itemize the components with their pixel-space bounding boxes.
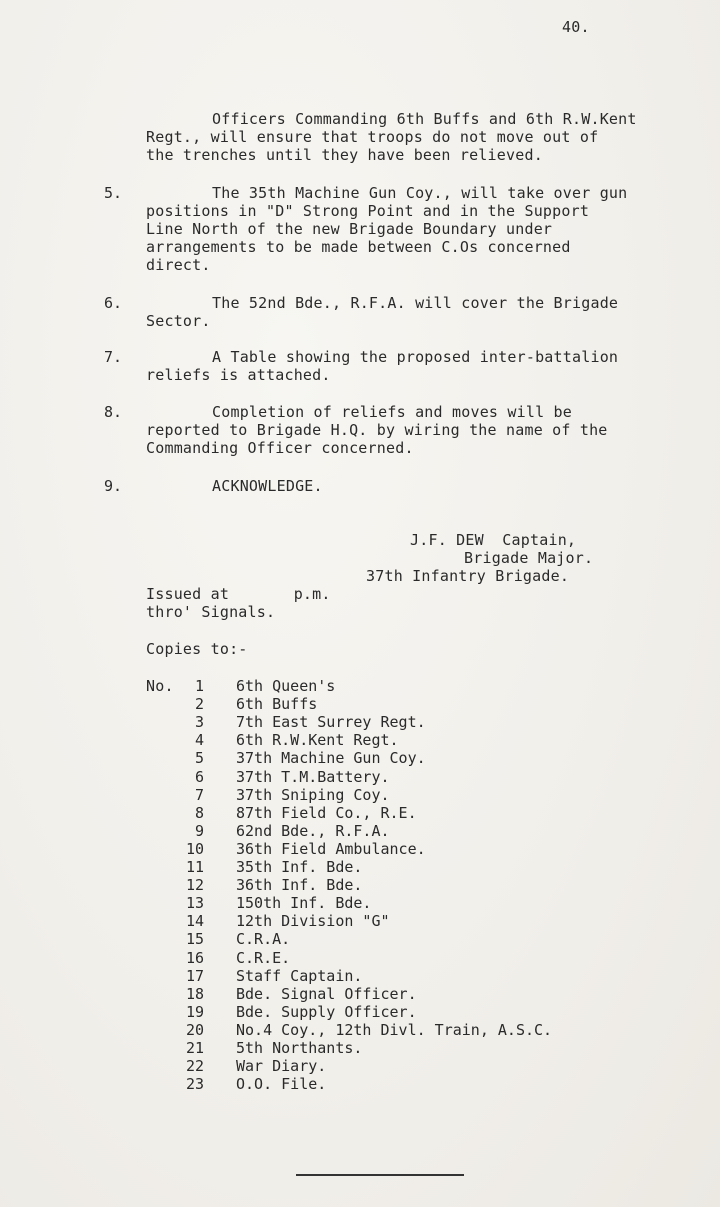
copies-heading: Copies to:- [146, 640, 248, 658]
copies-prefix: No. [146, 677, 174, 695]
copy-number: 2 [194, 695, 204, 713]
copy-recipient: Bde. Signal Officer. [236, 985, 417, 1003]
copy-recipient: C.R.E. [236, 949, 291, 967]
para-cont-line-2: Regt., will ensure that troops do not move out of [146, 128, 599, 146]
closing-rule [296, 1174, 464, 1176]
para-cont-line-3: the trenches until they have been relieved. [146, 146, 543, 164]
copy-number: 7 [194, 786, 204, 804]
copy-recipient: O.O. File. [236, 1075, 327, 1093]
paragraph-7-line: reliefs is attached. [146, 366, 331, 384]
copy-number: 5 [194, 749, 204, 767]
copy-recipient: 7th East Surrey Regt. [236, 713, 426, 731]
paragraph-number-6: 6. [104, 294, 123, 312]
paragraph-5-line: direct. [146, 256, 211, 274]
copy-recipient: 6th Queen's [236, 677, 336, 695]
copy-number: 14 [185, 912, 204, 930]
copy-recipient: Bde. Supply Officer. [236, 1003, 417, 1021]
copy-number: 8 [194, 804, 204, 822]
copy-recipient: War Diary. [236, 1057, 327, 1075]
copy-number: 3 [194, 713, 204, 731]
copy-recipient: 36th Inf. Bde. [236, 876, 363, 894]
copy-recipient: 62nd Bde., R.F.A. [236, 822, 390, 840]
paragraph-5-line: arrangements to be made between C.Os concerned [146, 238, 571, 256]
paragraph-number-5: 5. [104, 184, 123, 202]
paragraph-8-line: reported to Brigade H.Q. by wiring the name of the [146, 421, 608, 439]
copy-number: 6 [194, 768, 204, 786]
copy-number: 17 [185, 967, 204, 985]
paragraph-6-line: Sector. [146, 312, 211, 330]
copy-number: 15 [185, 930, 204, 948]
page-number: 40. [562, 18, 590, 36]
copy-number: 9 [194, 822, 204, 840]
copy-recipient: 12th Division "G" [236, 912, 390, 930]
signature-unit: 37th Infantry Brigade. [366, 567, 570, 585]
copy-recipient: 87th Field Co., R.E. [236, 804, 417, 822]
copy-recipient: 150th Inf. Bde. [236, 894, 372, 912]
paragraph-6-line: The 52nd Bde., R.F.A. will cover the Brigade [212, 294, 619, 312]
paragraph-5-line: positions in "D" Strong Point and in the Support [146, 202, 590, 220]
paragraph-number-8: 8. [104, 403, 123, 421]
copy-recipient: 37th T.M.Battery. [236, 768, 390, 786]
paragraph-8-line: Commanding Officer concerned. [146, 439, 414, 457]
paragraph-5-line: The 35th Machine Gun Coy., will take over gun [212, 184, 628, 202]
paragraph-9-line: ACKNOWLEDGE. [212, 477, 323, 495]
copy-recipient: 6th R.W.Kent Regt. [236, 731, 399, 749]
paragraph-number-7: 7. [104, 348, 123, 366]
copy-number: 18 [185, 985, 204, 1003]
issued-line: Issued at p.m. [146, 585, 331, 603]
copy-recipient: 37th Sniping Coy. [236, 786, 390, 804]
signature-name: J.F. DEW Captain, [410, 531, 577, 549]
copy-number: 11 [185, 858, 204, 876]
copy-number: 16 [185, 949, 204, 967]
signature-title: Brigade Major. [464, 549, 594, 567]
paragraph-8-line: Completion of reliefs and moves will be [212, 403, 572, 421]
copy-number: 23 [185, 1075, 204, 1093]
copy-recipient: Staff Captain. [236, 967, 363, 985]
copy-recipient: 6th Buffs [236, 695, 318, 713]
copy-recipient: C.R.A. [236, 930, 291, 948]
copy-recipient: 35th Inf. Bde. [236, 858, 363, 876]
copy-number: 13 [185, 894, 204, 912]
copy-recipient: 5th Northants. [236, 1039, 363, 1057]
copy-number: 19 [185, 1003, 204, 1021]
paragraph-7-line: A Table showing the proposed inter-battalion [212, 348, 619, 366]
paragraph-number-9: 9. [104, 477, 123, 495]
copy-number: 22 [185, 1057, 204, 1075]
copy-number: 20 [185, 1021, 204, 1039]
paragraph-5-line: Line North of the new Brigade Boundary under [146, 220, 553, 238]
issued-signals: thro' Signals. [146, 603, 276, 621]
copy-number: 21 [185, 1039, 204, 1057]
copy-number: 1 [194, 677, 204, 695]
para-cont-line-1: Officers Commanding 6th Buffs and 6th R.W.Kent [212, 110, 637, 128]
copy-recipient: No.4 Coy., 12th Divl. Train, A.S.C. [236, 1021, 553, 1039]
copy-recipient: 37th Machine Gun Coy. [236, 749, 426, 767]
copy-number: 12 [185, 876, 204, 894]
copy-number: 4 [194, 731, 204, 749]
copy-recipient: 36th Field Ambulance. [236, 840, 426, 858]
copy-number: 10 [185, 840, 204, 858]
